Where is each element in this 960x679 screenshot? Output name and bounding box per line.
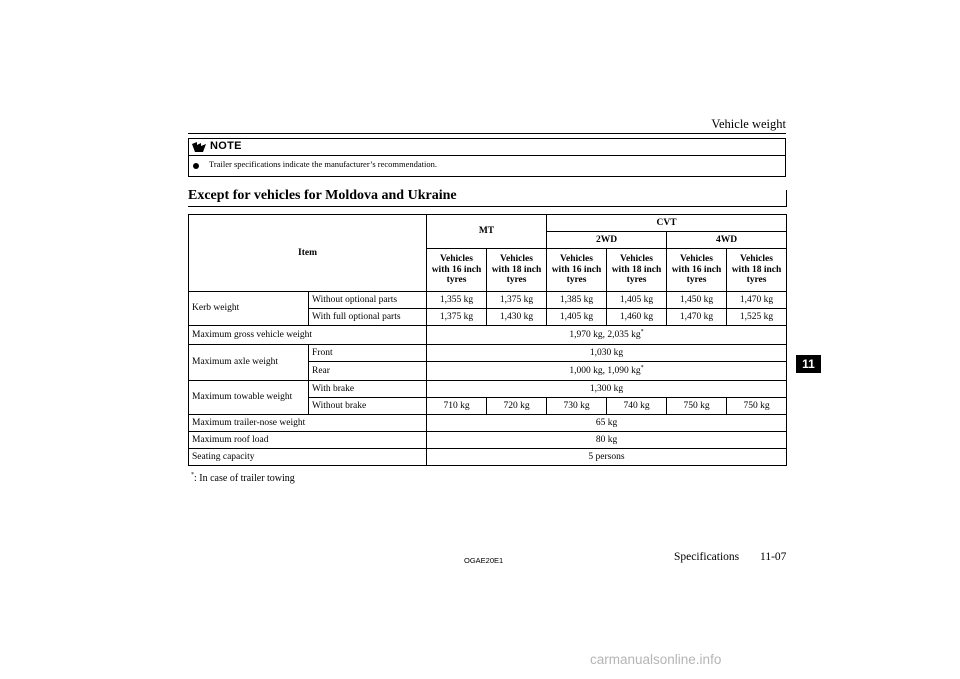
seating-capacity-label: Seating capacity bbox=[189, 449, 427, 466]
gross-weight-text: 1,970 kg, 2,035 kg bbox=[569, 329, 641, 340]
table-cell: 1,355 kg bbox=[427, 292, 487, 309]
note-box bbox=[188, 138, 786, 177]
table-cell: 710 kg bbox=[427, 398, 487, 415]
document-code: OGAE20E1 bbox=[464, 556, 504, 565]
table-cell: 1,405 kg bbox=[607, 292, 667, 309]
footnote-text: : In case of trailer towing bbox=[194, 473, 295, 484]
variant-header: Vehicles with 16 inch tyres bbox=[427, 249, 487, 292]
axle-rear-label: Rear bbox=[309, 362, 427, 381]
axle-weight-label: Maximum axle weight bbox=[189, 345, 309, 381]
cvt-header: CVT bbox=[547, 215, 787, 232]
kerb-without-label: Without optional parts bbox=[309, 292, 427, 309]
kerb-with-label: With full optional parts bbox=[309, 309, 427, 326]
table-cell: 740 kg bbox=[607, 398, 667, 415]
roof-load-label: Maximum roof load bbox=[189, 432, 427, 449]
footnote-mark: * bbox=[640, 328, 644, 335]
with-brake-value: 1,300 kg bbox=[427, 381, 787, 398]
variant-header: Vehicles with 16 inch tyres bbox=[547, 249, 607, 292]
roof-load-value: 80 kg bbox=[427, 432, 787, 449]
table-cell: 1,470 kg bbox=[667, 309, 727, 326]
gross-weight-value bbox=[427, 326, 787, 345]
table-cell: 1,430 kg bbox=[487, 309, 547, 326]
table-cell: 750 kg bbox=[727, 398, 787, 415]
table-cell: 1,385 kg bbox=[547, 292, 607, 309]
section-title: Except for vehicles for Moldova and Ukraine bbox=[188, 188, 457, 203]
table-cell: 1,375 kg bbox=[487, 292, 547, 309]
with-brake-label: With brake bbox=[309, 381, 427, 398]
footer-section: Specifications bbox=[674, 551, 740, 563]
mt-header: MT bbox=[427, 215, 547, 249]
table-cell: 720 kg bbox=[487, 398, 547, 415]
cvt-4wd-header: 4WD bbox=[667, 232, 787, 249]
footnote-mark: * bbox=[640, 364, 644, 371]
table-cell: 1,525 kg bbox=[727, 309, 787, 326]
vehicle-weight-table bbox=[188, 214, 787, 466]
note-label: NOTE bbox=[210, 140, 242, 152]
page-number: 11-07 bbox=[760, 551, 787, 563]
table-cell: 730 kg bbox=[547, 398, 607, 415]
note-text: Trailer specifications indicate the manufacturer’s recommendation. bbox=[209, 159, 438, 169]
variant-header: Vehicles with 16 inch tyres bbox=[667, 249, 727, 292]
trailer-nose-label: Maximum trailer-nose weight bbox=[189, 415, 427, 432]
table-cell: 1,470 kg bbox=[727, 292, 787, 309]
section-rule-tick bbox=[786, 190, 787, 207]
running-header-title: Vehicle weight bbox=[711, 117, 786, 131]
table-cell: 1,375 kg bbox=[427, 309, 487, 326]
kerb-weight-label: Kerb weight bbox=[189, 292, 309, 326]
item-header: Item bbox=[189, 215, 427, 292]
axle-rear-value bbox=[427, 362, 787, 381]
axle-front-label: Front bbox=[309, 345, 427, 362]
note-pencil-icon bbox=[192, 142, 207, 152]
chapter-tab: 11 bbox=[796, 355, 821, 373]
footnote bbox=[191, 473, 295, 484]
seating-capacity-value: 5 persons bbox=[427, 449, 787, 466]
bullet-icon bbox=[193, 163, 199, 169]
variant-header: Vehicles with 18 inch tyres bbox=[727, 249, 787, 292]
without-brake-label: Without brake bbox=[309, 398, 427, 415]
variant-header: Vehicles with 18 inch tyres bbox=[607, 249, 667, 292]
axle-rear-text: 1,000 kg, 1,090 kg bbox=[569, 365, 641, 376]
note-header bbox=[189, 139, 785, 156]
trailer-nose-value: 65 kg bbox=[427, 415, 787, 432]
table-cell: 1,460 kg bbox=[607, 309, 667, 326]
table-cell: 1,450 kg bbox=[667, 292, 727, 309]
gross-weight-label: Maximum gross vehicle weight bbox=[189, 326, 427, 345]
table-cell: 1,405 kg bbox=[547, 309, 607, 326]
header-rule bbox=[188, 133, 786, 134]
section-rule bbox=[188, 206, 786, 207]
table-cell: 750 kg bbox=[667, 398, 727, 415]
watermark: carmanualsonline.info bbox=[590, 652, 722, 667]
towable-weight-label: Maximum towable weight bbox=[189, 381, 309, 415]
footnote-mark: * bbox=[191, 472, 194, 478]
cvt-2wd-header: 2WD bbox=[547, 232, 667, 249]
variant-header: Vehicles with 18 inch tyres bbox=[487, 249, 547, 292]
axle-front-value: 1,030 kg bbox=[427, 345, 787, 362]
